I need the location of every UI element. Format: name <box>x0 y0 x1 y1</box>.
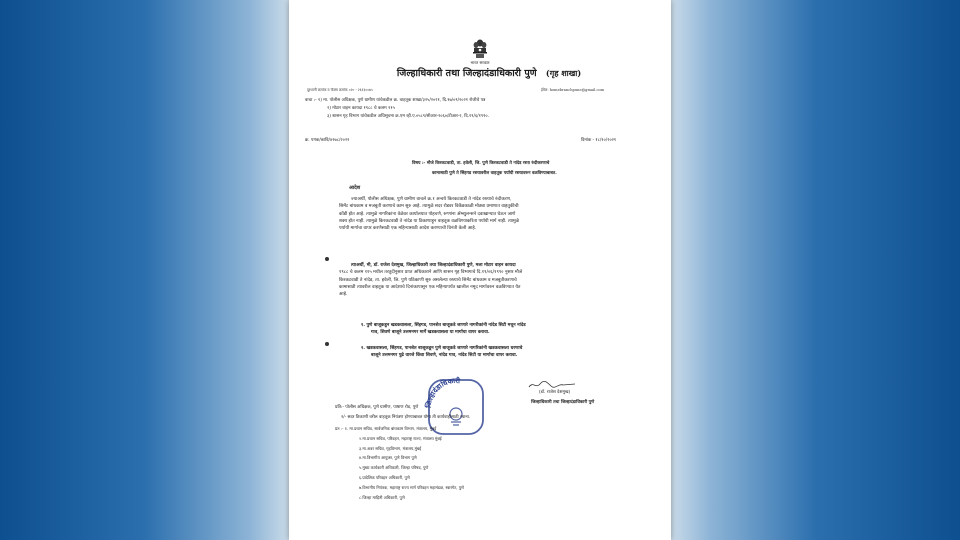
paragraph-1-line: सिमेंट बांधकाम व मजबुती करणाचे काम सुरु आहे. त्यामुळे सदर रोडवर विकेंडकाळी मोठ्या प्रमाणात वाहतुकीची <box>339 204 519 210</box>
signature-name: (डॉ. राजेश देशमुख) <box>539 390 571 395</box>
title-branch: (गृह शाखा) <box>545 68 582 78</box>
copy-list-item: ४.मा.विभागीय आयुक्त, पुणे विभाग पुणे <box>359 455 417 461</box>
paragraph-1-line: ज्याअर्थी, पोलीस अधिक्षक, पुणे ग्रामीण वाचले क्र.१ अन्वये किरकटवाडी ते नांदेड रस्त्याचे रुंदीकरण, <box>351 197 512 202</box>
punch-hole-bottom <box>325 342 329 346</box>
document-page <box>289 0 671 540</box>
signatory-title: जिल्हाधिकारी तथा जिल्हादंडाधिकारी पुणे <box>531 400 595 405</box>
route-2-line: बाजूने उत्तमनगर पुढे वारजे किंवा शिवणे, नांदेड गाव, नांदेड सिटी या मार्गाचा वापर करावा. <box>371 353 518 359</box>
copy-list-item: २.मा.प्रधान सचिव, परिवहन, महाराष्ट्र राज्य, मंत्रालय मुंबई <box>359 435 442 441</box>
route-2 <box>361 345 522 360</box>
order-date: दिनांक - १८/१०/२०२१ <box>581 138 617 143</box>
seal-text: जिल्हादंडाधिकारी <box>424 376 461 409</box>
emblem-caption: भारत सरकार <box>470 60 490 65</box>
phone-line: दूरध्वनी क्रमांक व फॅक्स क्रमांक ०२० - २६१३००७५ <box>307 88 373 92</box>
paragraph-2-line: १९८८ चे कलम ११५ मधील तरतुदीनुसार प्राप्त अधिकाराने आणि शासन गृह विभागाचे दि.१९/०६/१९९० नुसार मौजे <box>339 270 523 276</box>
route-1 <box>361 322 526 337</box>
signature-mark-icon <box>527 380 579 390</box>
paragraph-2-line: किरकटवाडी ते नांदेड, ता. हवेली, जि. पुणे यठिकाणी सुरु असलेल्या रस्त्याचे सिमेंट बांधकाम व मजबुतीकरणाचे <box>339 277 517 283</box>
subject-line-2: कामासाठी पुणे ते सिंहगड रस्त्यावरील वाहतूक पर्यायी रस्त्यावरुन वळविण्याबाबत. <box>432 171 557 176</box>
copy-note: २/- सदर ठिकाणी वरील वाहतूक नियंत्रण होण्याबाबत योग्य ती कार्यवाहीसाठी रवाना. <box>341 415 471 420</box>
title-text: जिल्हाधिकारी तथा जिल्हादंडाधिकारी पुणे <box>396 68 537 79</box>
reference-2: २) मोटार वाहन कायदा १९८८ चे कलम ११५ <box>327 106 395 111</box>
svg-text:जिल्हादंडाधिकारी <box>424 376 462 409</box>
national-emblem-icon <box>471 38 489 60</box>
paragraph-1-line: कोंडी होत आहे. त्यामुळे नागरिकांना वेळेवर कार्यालयात पोहचणे, रुग्णांना ॲम्ब्युलन्सने दवाखान्यात घेऊन जाणे <box>339 211 516 217</box>
order-number: क्र. पगक/कावि/४२७८/२०२१ <box>305 138 350 143</box>
document-title <box>359 66 619 79</box>
route-1-line: गाव, शिवणे बाजूने उत्तमनगर मार्गे खडकवासला या मार्गाचा वापर करावा. <box>371 330 490 336</box>
reference-3: ३) शासन गृह विभाग यांचेकडील अधिसूचना क्र.एम व्ही.ए.०५८९/सीआर-२०६०/टीआर-२, दि.१९/६/१९९०. <box>327 114 489 119</box>
copy-list-item: ६.प्रादेशिक परिवहन अधिकारी, पुणे <box>359 474 410 480</box>
email-line: ईमेल: homebranchpune@gmail.com <box>541 88 605 92</box>
copy-list-item: ८.जिल्हा माहिती अधिकारी, पुणे <box>359 494 405 500</box>
copy-list <box>335 424 464 502</box>
subject-line-1: विषय :- मौजे किरकटवाडी, ता. हवेली, जि. पुणे किरकटवाडी ते नांदेड रस्ता रुंदीकरणाचे <box>412 161 550 166</box>
paragraph-2-line: कामासाठी त्यावरील वाहतूक या आदेशाचे दिनांकापासून एक महिन्यापर्यंत खालील नमूद मार्गावरुन वळविण्यात येत <box>339 284 521 290</box>
paragraph-2-lead: त्याअर्थी, मी, डॉ. राजेश देशमुख, जिल्हाधिकारी तथा जिल्हादंडाधिकारी पुणे, मला मोटार वाहन कायदा <box>351 263 516 268</box>
paragraph-2 <box>339 262 523 298</box>
order-heading: आदेश <box>349 185 361 191</box>
copy-list-item: प्रत :- १. मा.प्रधान सचिव, सार्वजनिक बांधकाम विभाग, मंत्रालय, मुंबई <box>335 426 437 431</box>
paragraph-1 <box>339 196 520 232</box>
punch-hole-top <box>325 257 329 261</box>
paragraph-1-line: पर्यायी मार्गाचा वापर करणेसाठी एक महिन्यासाठी आदेश करण्याची विनंती केली आहे. <box>339 226 477 232</box>
paragraph-1-line: शक्य होत नाही. त्यामुळे किरकटवाडी ते नांदेड या ठिकाणाहून वाहतूक वळविण्याकरिता पर्यायी मार्ग नाही. त्यामुळे <box>339 218 520 224</box>
paragraph-2-line: आहे. <box>339 292 348 298</box>
copy-list-item: ७.विभागीय नियंत्रक, महाराष्ट्र राज्य मार्ग परिवहन महामंडळ, स्वारगेट, पुणे <box>359 484 464 490</box>
copy-to: प्रति:- पोलीस अधिक्षक, पुणे ग्रामीण, पाषाण रोड, पुणे <box>335 405 419 410</box>
copy-list-item: ५.मुख्य कार्यकारी अधिकारी, जिल्हा परिषद, पुणे <box>359 465 429 471</box>
route-2-line: २. खडकवासला, सिंहगड, पानशेत बाजूकडून पुणे बाजूकडे जाणारे नागरिकांनी खडकवासला धरणाचे <box>361 346 523 351</box>
route-1-line: १. पुणे बाजूकडून खडकवासला, सिंहगड, पानशेत बाजूकडे जाणारे नागरीकांनी नांदेड सिटी मधून नांदेड <box>361 323 526 328</box>
copy-list-item: ३.मा.अवर सचिव, गृहविभाग, मंत्रालय,मुंबई <box>359 445 422 451</box>
reference-1: वाचा :- १) मा. पोलीस अधिक्षक, पुणे ग्रामीण यांचेकडील क्र. वाहतूक शाखा/३२५/२०२१, दि.१७/०९/२०२१ रोजीचे पत्र <box>305 98 486 103</box>
